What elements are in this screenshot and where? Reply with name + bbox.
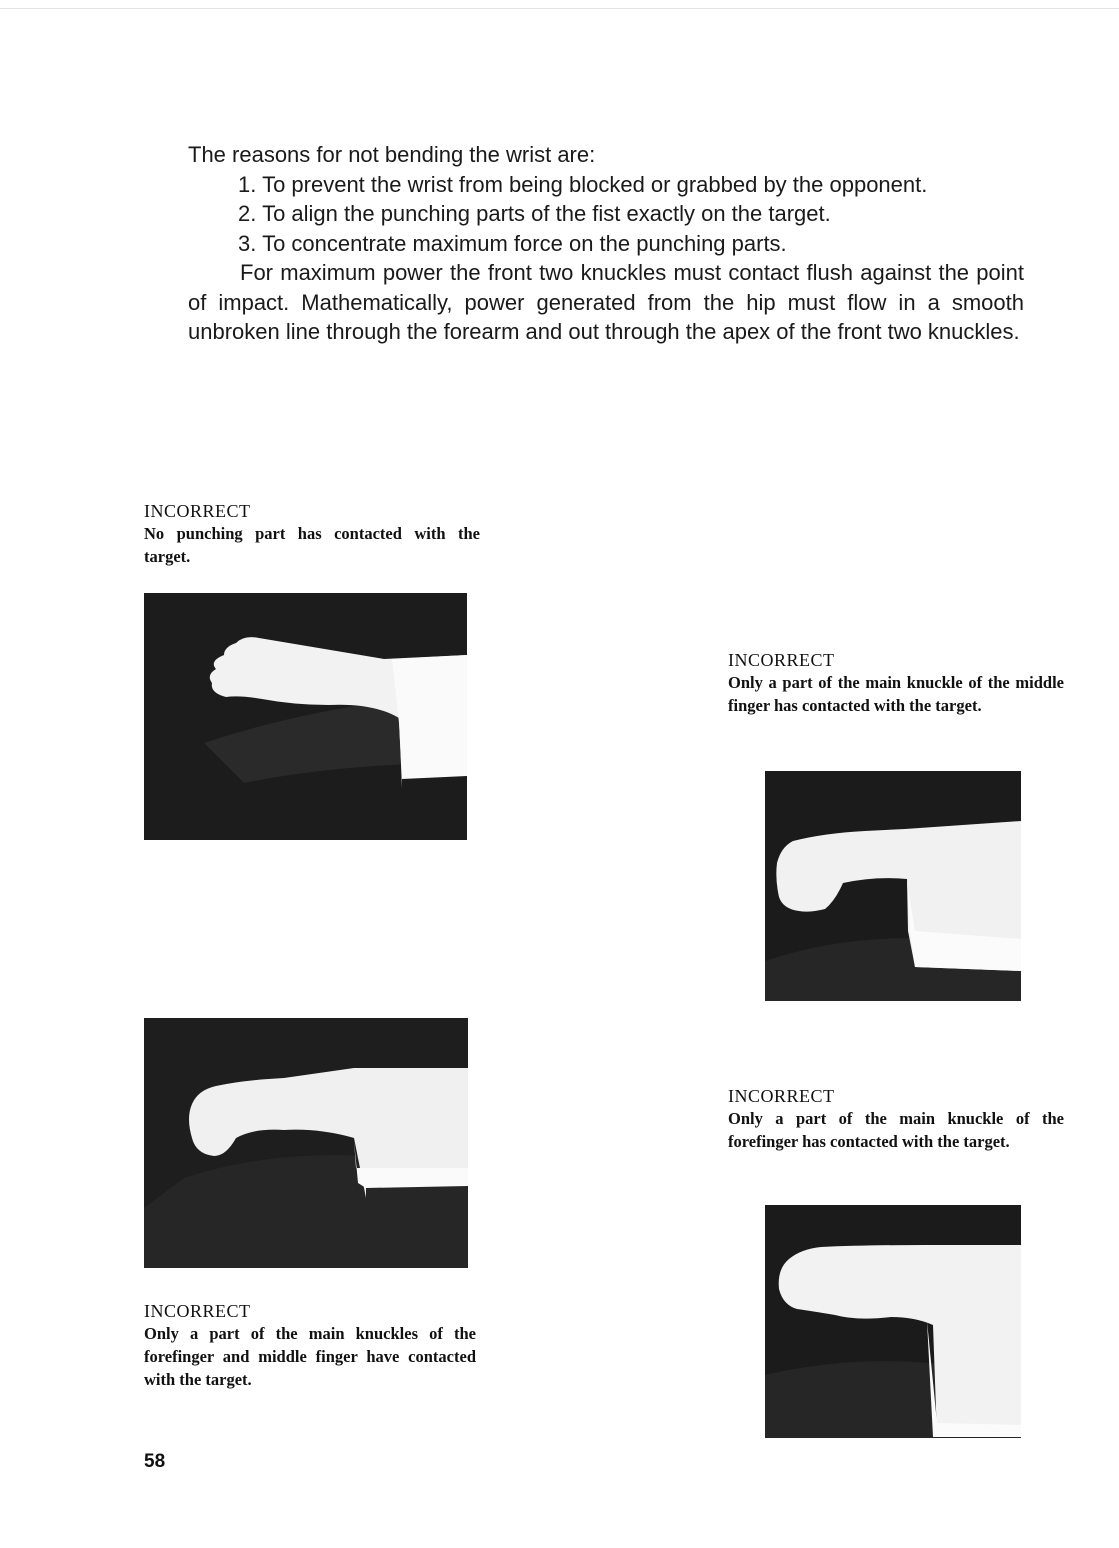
intro-line: The reasons for not bending the wrist are: xyxy=(188,142,596,167)
figure-title: INCORRECT xyxy=(144,1301,251,1321)
page-top-edge xyxy=(0,8,1119,9)
figure-caption-1 xyxy=(144,500,480,568)
fist-photo-3 xyxy=(144,1018,468,1268)
fist-photo-4 xyxy=(765,1205,1021,1438)
figure-title: INCORRECT xyxy=(728,650,835,670)
reason-item: 3. To concentrate maximum force on the punching parts. xyxy=(238,230,787,256)
figure-caption-text: No punching part has contacted with the target. xyxy=(144,524,480,566)
reason-item: 1. To prevent the wrist from being blocked or grabbed by the opponent. xyxy=(238,171,928,197)
figure-caption-4 xyxy=(728,1085,1064,1153)
figure-caption-2 xyxy=(728,649,1064,717)
figure-caption-text: Only a part of the main knuckle of the middle finger has contacted with the target. xyxy=(728,673,1064,715)
figure-title: INCORRECT xyxy=(728,1086,835,1106)
figure-title: INCORRECT xyxy=(144,501,251,521)
fist-photo-1 xyxy=(144,593,467,840)
page-number: 58 xyxy=(144,1451,166,1472)
figure-caption-text: Only a part of the main knuckles of the forefinger and middle finger have contacted with the target. xyxy=(144,1324,476,1389)
reason-item: 2. To align the punching parts of the fist exactly on the target. xyxy=(238,201,831,226)
body-text xyxy=(188,140,1024,347)
figure-caption-3 xyxy=(144,1300,476,1391)
figure-caption-text: Only a part of the main knuckle of the forefinger has contacted with the target. xyxy=(728,1109,1064,1151)
fist-photo-2 xyxy=(765,771,1021,1001)
power-paragraph: For maximum power the front two knuckles must contact flush against the point of impact. Mathematically, power generated from the hip must flow in a smooth unbroken line through the forearm and out through the apex of the front two knuckles. xyxy=(188,260,1024,344)
